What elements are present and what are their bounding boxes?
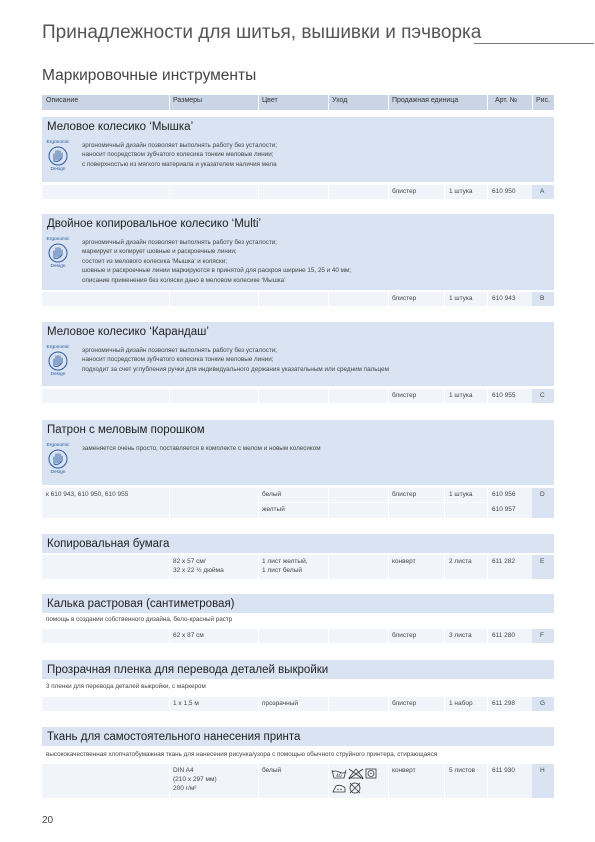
product-title: Копировальная бумага (47, 538, 170, 550)
header-sizes: Размеры (173, 97, 203, 104)
care-symbols-icon (331, 767, 381, 795)
figure-letter: G (540, 700, 546, 707)
pack-type: конверт (392, 767, 416, 774)
color: белый (262, 767, 282, 774)
compatible-articles: к 610 943, 610 950, 610 955 (46, 491, 129, 498)
hand-icon (48, 243, 68, 263)
article-number: 610 956 (492, 491, 516, 498)
product-title: Меловое колесико ‘Мышка’ (47, 121, 194, 133)
figure-letter: F (540, 632, 544, 639)
header-figure: Рис. (536, 97, 551, 104)
color: белый (262, 491, 282, 498)
sales-unit: 5 листов (449, 767, 476, 774)
hand-icon (48, 351, 68, 371)
pack-type: блистер (392, 392, 417, 399)
table-row (42, 292, 554, 306)
color: желтый (262, 506, 285, 513)
product-description: высококачественная хлопчатобумажная ткань для нанесения рисунка/узора с помощью обычного струйного принтера, стирающаяся (46, 751, 438, 758)
product-description: эргономичный дизайн позволяет выполнять работу без усталости; маркирует и копирует шовные и раскроечные линии; состоит из мелового колесика ‘Мышка’ и коляски; шовные и раскроечные линии маркируются в принятой для раскроя ширине 15, 25 и 40 мм; описание применения без коляски дано в меловом колесике ‘Мышка’ (82, 239, 352, 284)
product-card (42, 594, 554, 613)
sales-unit: 1 штука (449, 392, 473, 399)
size: 1 x 1,5 м (173, 700, 199, 707)
table-row (42, 555, 554, 579)
article-number: 611 282 (492, 558, 516, 565)
pack-type: блистер (392, 295, 417, 302)
page-number: 20 (42, 815, 54, 826)
product-card (42, 214, 554, 290)
article-number: 610 955 (492, 392, 516, 399)
header-description: Описание (46, 97, 79, 104)
sales-unit: 1 штука (449, 188, 473, 195)
article-number: 611 298 (492, 700, 516, 707)
article-number: 610 957 (492, 506, 516, 513)
product-card (42, 727, 554, 746)
table-row (42, 697, 554, 711)
header-article-number: Арт. № (495, 97, 518, 104)
table-row (42, 488, 554, 518)
size: 62 x 87 см (173, 632, 204, 639)
figure-letter: D (540, 491, 545, 498)
size: 82 x 57 см/ (173, 558, 206, 565)
size: (210 x 297 мм) (173, 776, 217, 783)
sales-unit: 3 листа (449, 632, 472, 639)
color: 1 лист желтый, (262, 558, 308, 565)
product-card (42, 420, 554, 485)
product-title: Патрон с меловым порошком (47, 424, 205, 436)
sales-unit: 1 набор (449, 700, 473, 707)
size: DIN A4 (173, 767, 194, 774)
ergonomic-design-badge: Ergonomic Design (46, 237, 70, 269)
product-title: Меловое колесико ‘Карандаш’ (47, 326, 209, 338)
product-title: Прозрачная пленка для перевода деталей выкройки (47, 664, 329, 676)
article-number: 611 930 (492, 767, 516, 774)
pack-type: блистер (392, 700, 417, 707)
figure-letter: E (540, 558, 545, 565)
size: 32 x 22 ½ дюйма (173, 567, 224, 574)
svg-text:40: 40 (336, 774, 342, 779)
sales-unit: 1 штука (449, 295, 473, 302)
product-description: заменяется очень просто, поставляется в комплекте с мелом и новым колесиком (82, 445, 321, 452)
size: 200 г/м² (173, 785, 197, 792)
product-card (42, 117, 554, 182)
title-rule (474, 43, 594, 44)
product-card (42, 660, 554, 679)
header-care: Уход (332, 97, 348, 104)
figure-letter: A (540, 188, 545, 195)
article-number: 610 943 (492, 295, 516, 302)
hand-icon (48, 449, 68, 469)
pack-type: блистер (392, 632, 417, 639)
pack-type: блистер (392, 188, 417, 195)
product-card (42, 322, 554, 386)
table-header (42, 95, 554, 110)
page-title: Принадлежности для шитья, вышивки и пэчворка (42, 22, 482, 43)
product-description: помощь в создании собственного дизайна, бело-красный растр (46, 616, 233, 623)
ergonomic-design-badge: Ergonomic Design (46, 345, 70, 377)
hand-icon (48, 146, 68, 166)
product-description: 3 пленки для перевода деталей выкройки, с маркером (46, 683, 206, 690)
product-description: эргономичный дизайн позволяет выполнять работу без усталости; наносит посредством зубчатого колесика тонкие меловые линии; с поверхностью из мягкого материала и указателем наличия мела (82, 142, 278, 168)
sales-unit: 2 листа (449, 558, 472, 565)
header-sales-unit: Продажная единица (392, 97, 459, 104)
article-number: 610 950 (492, 188, 516, 195)
product-title: Ткань для самостоятельного нанесения принта (47, 731, 301, 743)
figure-letter: H (540, 767, 545, 774)
table-row (42, 764, 554, 798)
section-title: Маркировочные инструменты (42, 67, 257, 84)
table-row (42, 185, 554, 199)
pack-type: блистер (392, 491, 417, 498)
product-card (42, 534, 554, 553)
table-row (42, 629, 554, 643)
color: 1 лист белый (262, 567, 303, 574)
header-color: Цвет (262, 97, 278, 104)
table-row (42, 389, 554, 403)
ergonomic-design-badge: Ergonomic Design (46, 140, 70, 172)
figure-letter: C (540, 392, 545, 399)
product-title: Двойное копировальное колесико ‘Multi’ (47, 218, 262, 230)
ergonomic-design-badge: Ergonomic Design (46, 443, 70, 475)
article-number: 611 280 (492, 632, 516, 639)
product-description: эргономичный дизайн позволяет выполнять работу без усталости; наносит посредством зубчатого колесика тонкие меловые линии; подходит за счет углубления ручки для индивидуального держания указательным или средним пальцем (82, 347, 389, 373)
pack-type: конверт (392, 558, 416, 565)
product-title: Калька растровая (сантиметровая) (47, 598, 235, 610)
figure-letter: B (540, 295, 545, 302)
color: прозрачный (262, 700, 299, 707)
sales-unit: 1 штука (449, 491, 473, 498)
